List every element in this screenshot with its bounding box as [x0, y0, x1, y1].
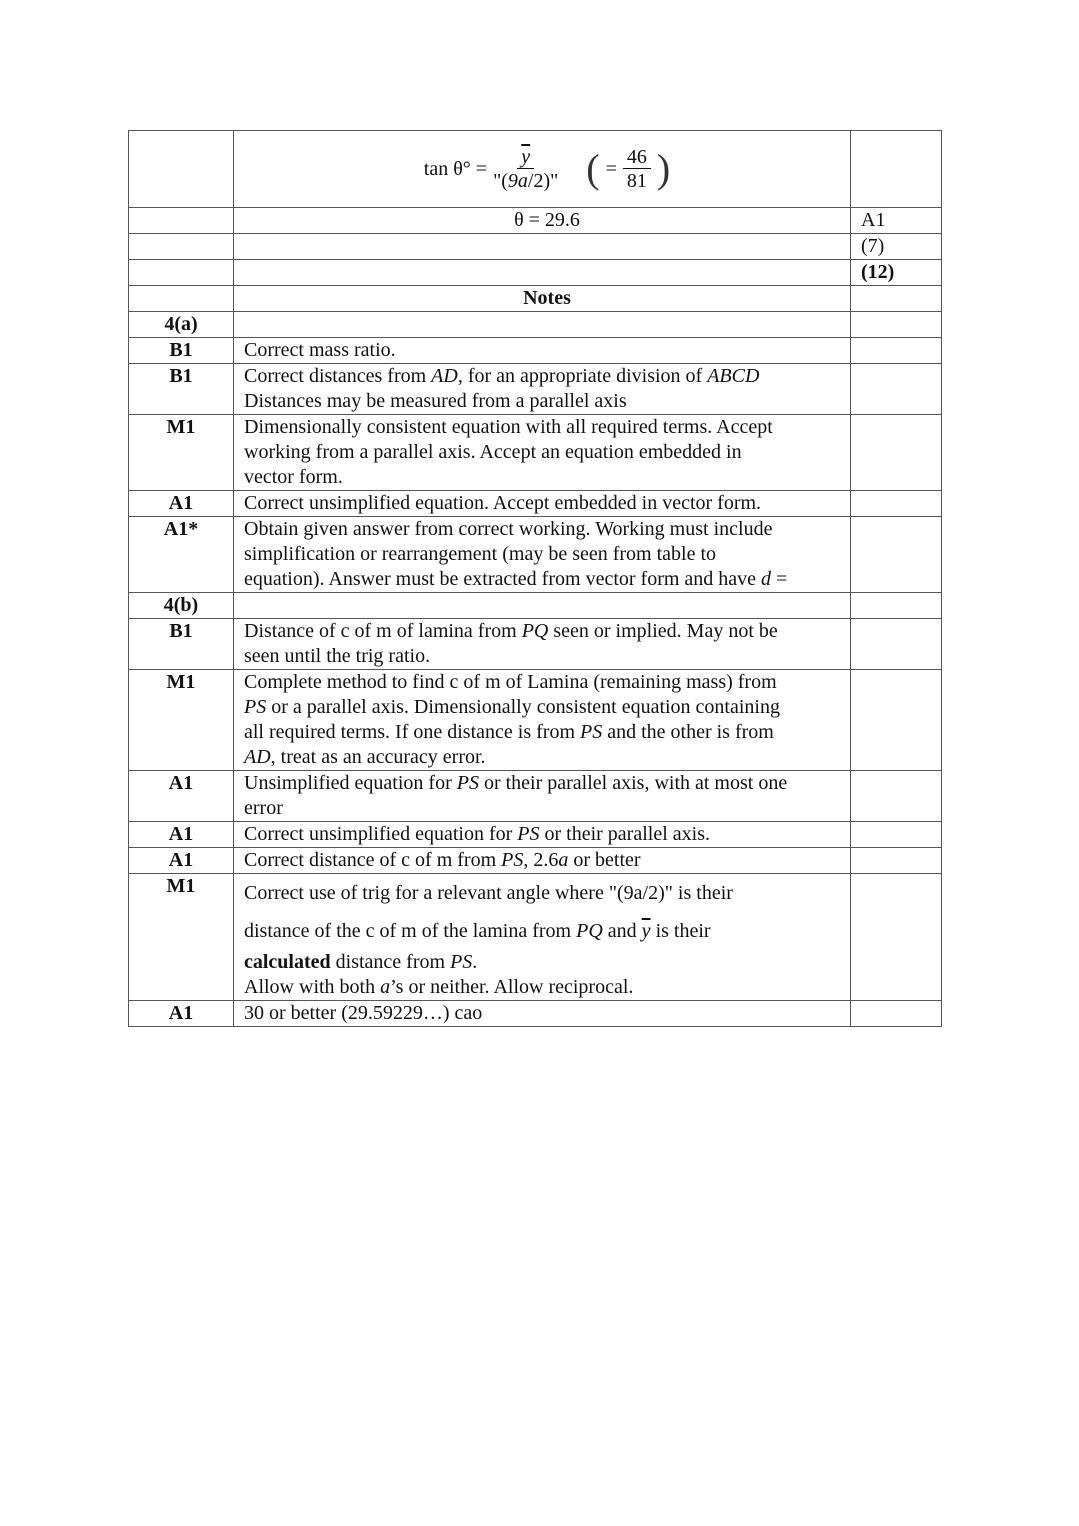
note-row: [129, 593, 942, 619]
note-text: and the other is from: [602, 721, 774, 743]
note-line: [244, 695, 850, 720]
value-den: 81: [626, 169, 647, 192]
mark-code: A1: [168, 1002, 194, 1024]
note-text: Correct distance of c of m from: [244, 849, 502, 871]
answer-row: [129, 260, 942, 286]
note-text: Dimensionally consistent equation with all required terms. Accept: [244, 416, 773, 438]
note-text: Obtain given answer from correct working. Working must include: [244, 518, 773, 540]
note-text: , 2.6: [523, 849, 559, 871]
note-line: [244, 619, 850, 644]
value-num: 46: [623, 146, 651, 169]
mark-code: M1: [166, 671, 196, 693]
note-line: [244, 517, 850, 542]
note-text: $\overline{y}$: [641, 920, 651, 942]
note-text: PQ: [521, 620, 549, 642]
formula-eq: =: [605, 157, 617, 180]
mark-value: (12): [861, 261, 895, 283]
formula-row: [129, 131, 942, 208]
note-text: vector form.: [244, 466, 343, 488]
note-text: a: [558, 849, 569, 871]
note-row: [129, 874, 942, 1001]
note-line: [244, 567, 850, 592]
note-row: [129, 1001, 942, 1027]
note-text: PQ: [576, 920, 603, 942]
note-text: PS: [580, 721, 603, 743]
note-row: [129, 517, 942, 593]
note-line: [244, 338, 850, 363]
mark-code: M1: [166, 416, 196, 438]
mark-code: A1: [168, 823, 194, 845]
note-line: [244, 491, 850, 516]
note-line: [244, 745, 850, 770]
note-text: is their: [650, 920, 711, 942]
note-text: distance from: [330, 951, 451, 973]
note-text: Unsimplified equation for: [244, 772, 457, 794]
note-row: [129, 312, 942, 338]
den-den: 2: [533, 169, 544, 192]
note-text: Correct distances from: [244, 365, 432, 387]
mark-value: (7): [861, 235, 885, 257]
note-line: [244, 975, 850, 1000]
note-text: a: [380, 976, 391, 998]
note-text: PS: [244, 696, 267, 718]
note-text: PS: [450, 951, 473, 973]
mark-code: A1: [168, 492, 194, 514]
value-fraction: [623, 146, 651, 193]
note-text: , for an appropriate division of: [457, 365, 708, 387]
note-text: Correct mass ratio.: [244, 339, 396, 361]
note-text: calculated: [244, 951, 331, 973]
note-line: [244, 542, 850, 567]
note-text: d: [761, 568, 772, 590]
answer-text: θ = 29.6: [514, 209, 580, 231]
note-text: all required terms. If one distance is from: [244, 721, 580, 743]
note-text: Distance of c of m of lamina from: [244, 620, 522, 642]
note-line: [244, 848, 850, 873]
den-num: 9a: [507, 169, 528, 192]
note-line: [244, 670, 850, 695]
note-line: [244, 644, 850, 669]
note-text: ’s or neither. Allow reciprocal.: [390, 976, 634, 998]
note-text: Correct use of trig for a relevant angle where "(9a/2)" is their: [244, 882, 733, 904]
note-row: [129, 848, 942, 874]
note-line: [244, 465, 850, 490]
note-line: [244, 874, 850, 912]
note-line: [244, 720, 850, 745]
tan-formula: tan θ° = $\frac{\overline{y}}{"(9a/2)"}$ ( = $\frac{46}{81}$ ): [423, 145, 671, 192]
note-text: Correct unsimplified equation for: [244, 823, 518, 845]
note-text: PS: [501, 849, 524, 871]
note-line: [244, 1001, 850, 1026]
note-line: [244, 415, 850, 440]
note-text: Complete method to find c of m of Lamina (remaining mass) from: [244, 671, 777, 693]
note-row: [129, 822, 942, 848]
note-text: error: [244, 797, 283, 819]
note-text: AD: [431, 365, 458, 387]
note-line: [244, 950, 850, 975]
note-row: [129, 491, 942, 517]
mark-code: 4(a): [164, 313, 198, 335]
mark-code: B1: [169, 620, 193, 642]
mark-scheme-table: [128, 130, 942, 1027]
note-line: [244, 771, 850, 796]
note-line: [244, 364, 850, 389]
note-text: Correct unsimplified equation. Accept embedded in vector form.: [244, 492, 762, 514]
answer-row: [129, 208, 942, 234]
note-line: [244, 822, 850, 847]
mark-code: A1*: [163, 518, 199, 540]
note-line: [244, 912, 850, 950]
note-row: [129, 619, 942, 670]
mark-code: A1: [168, 772, 194, 794]
note-text: PS: [456, 772, 479, 794]
answer-row: [129, 234, 942, 260]
note-text: simplification or rearrangement (may be seen from table to: [244, 543, 717, 565]
note-text: working from a parallel axis. Accept an equation embedded in: [244, 441, 742, 463]
note-text: Allow with both: [244, 976, 381, 998]
mark-code: M1: [166, 875, 196, 897]
note-text: AD: [244, 746, 271, 768]
note-text: distance of the c of m of the lamina from: [244, 920, 577, 942]
note-text: =: [771, 568, 788, 590]
note-row: [129, 338, 942, 364]
notes-heading-row: [129, 286, 942, 312]
mark-code: A1: [168, 849, 194, 871]
note-line: [244, 440, 850, 465]
y-bar: $\overline{y}$: [521, 145, 531, 168]
note-row: [129, 415, 942, 491]
note-text: seen until the trig ratio.: [244, 645, 431, 667]
note-text: or their parallel axis, with at most one: [478, 772, 788, 794]
note-row: [129, 364, 942, 415]
note-text: .: [472, 951, 478, 973]
note-text: or better: [568, 849, 641, 871]
den-open: "(: [493, 169, 508, 192]
mark-code: 4(b): [163, 594, 199, 616]
note-text: seen or implied. May not be: [548, 620, 778, 642]
note-row: [129, 771, 942, 822]
mark-code: B1: [169, 365, 193, 387]
note-row: [129, 670, 942, 771]
mark-value: A1: [861, 209, 886, 231]
note-text: , treat as an accuracy error.: [270, 746, 486, 768]
formula-fraction: $\frac{\overline{y}}{"(9a/2)"}$: [493, 145, 559, 192]
note-text: equation). Answer must be extracted from vector form and have: [244, 568, 762, 590]
note-text: or their parallel axis.: [539, 823, 710, 845]
note-line: [244, 796, 850, 821]
formula-lhs: tan θ° =: [423, 157, 488, 180]
note-text: 30 or better (29.59229…) cao: [244, 1002, 483, 1024]
notes-heading: Notes: [523, 287, 571, 309]
note-text: PS: [517, 823, 540, 845]
note-text: Distances may be measured from a parallel axis: [244, 390, 627, 412]
note-text: or a parallel axis. Dimensionally consistent equation containing: [266, 696, 780, 718]
note-line: [244, 389, 850, 414]
note-text: ABCD: [707, 365, 760, 387]
den-close: )": [543, 169, 559, 192]
note-text: and: [602, 920, 642, 942]
mark-code: B1: [169, 339, 193, 361]
